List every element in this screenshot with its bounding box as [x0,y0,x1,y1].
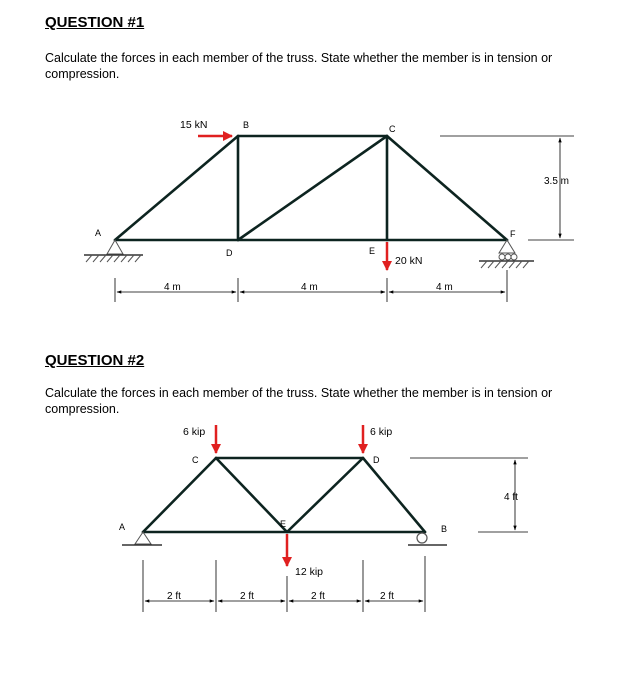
roller-support-f [479,240,534,268]
question-2-text: Calculate the forces in each member of the truss. State whether the member is in tension or compression. [45,386,553,416]
pin-support-a2 [122,532,162,545]
span-label-2-1: 2 ft [167,591,181,602]
height-label-1: 3.5 m [544,176,570,187]
span-label-3: 4 m [436,282,453,293]
node-label-a2: A [119,522,126,532]
node-label-c: C [389,124,396,134]
load-label-6kip-c: 6 kip [183,426,206,438]
load-label-12kip: 12 kip [295,566,324,578]
span-label-2-3: 2 ft [311,591,325,602]
load-label-20kn: 20 kN [395,255,423,267]
load-label-15kn: 15 kN [180,119,208,131]
node-label-a: A [95,228,102,238]
load-label-6kip-d: 6 kip [370,426,393,438]
pin-support-a [84,240,143,262]
span-label-2: 4 m [301,282,318,293]
roller-support-b2 [408,533,447,545]
member-ab [115,136,238,240]
truss-2 [119,425,528,612]
member-cf [387,136,507,240]
span-label-1: 4 m [164,282,181,293]
question-1-title: QUESTION #1 [45,14,145,31]
truss-1 [84,119,574,302]
height-label-2: 4 ft [504,492,518,503]
node-label-b: B [243,120,250,130]
node-label-b2: B [441,524,448,534]
span-label-2-2: 2 ft [240,591,254,602]
member-dc [238,136,387,240]
span-label-2-4: 2 ft [380,591,394,602]
truss-1-members [115,136,507,240]
member-ed [287,458,363,532]
node-label-e2: E [280,519,287,529]
node-label-e: E [369,246,376,256]
member-ce [216,458,287,532]
span-dimensions-2 [143,556,425,612]
question-1-text: Calculate the forces in each member of the truss. State whether the member is in tension or compression. [45,51,553,81]
node-label-c2: C [192,455,199,465]
height-dimension-1 [440,136,574,240]
member-ac [143,458,216,532]
node-label-d: D [226,248,233,258]
node-label-f: F [510,229,516,239]
member-db [363,458,425,532]
question-2-title: QUESTION #2 [45,352,145,369]
node-label-d2: D [373,455,380,465]
